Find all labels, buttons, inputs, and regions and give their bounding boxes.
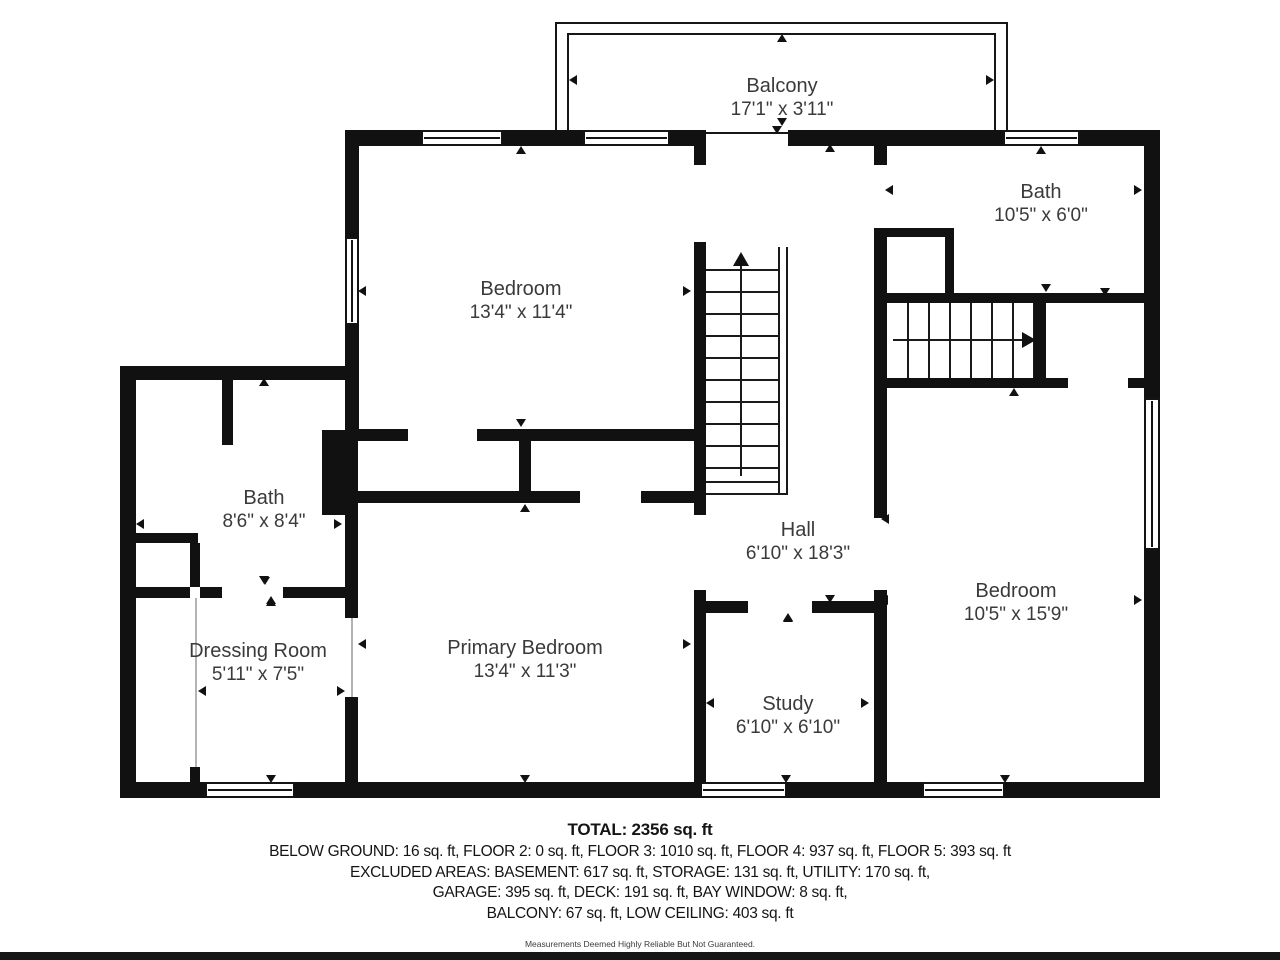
wall-segment [788, 130, 1003, 146]
wall-segment [283, 587, 345, 598]
measure-arrow [706, 698, 714, 708]
wall-segment [694, 130, 706, 165]
door-marker [825, 144, 835, 152]
window [1003, 130, 1080, 146]
bottom-black-bar [0, 952, 1280, 960]
room-dimensions: 10'5" x 6'0" [994, 205, 1088, 227]
measure-arrow [516, 146, 526, 154]
stair-up-arrow-head [733, 252, 749, 266]
wall-segment [945, 228, 954, 303]
wall-segment [120, 366, 136, 798]
door-marker [695, 494, 703, 504]
stair-rail-line [786, 247, 788, 495]
door-marker [783, 613, 793, 621]
measure-arrow [520, 775, 530, 783]
wall-segment [503, 130, 583, 146]
measure-arrow [198, 686, 206, 696]
room-dimensions: 17'1" x 3'11" [730, 99, 834, 121]
door-marker [881, 514, 889, 524]
room-name: Bath [243, 487, 285, 510]
staircase-vertical [706, 249, 778, 482]
measure-arrow [337, 686, 345, 696]
wall-segment [694, 242, 706, 515]
room-label-dressing-room [189, 639, 327, 687]
window [205, 782, 295, 798]
measure-arrow [880, 595, 888, 605]
measure-arrow [266, 775, 276, 783]
wall-segment [812, 601, 886, 613]
wall-segment [787, 782, 922, 798]
room-label-bedroom-right [964, 579, 1068, 627]
wall-segment [345, 491, 580, 503]
room-label-primary-bedroom [447, 636, 603, 684]
wall-segment [190, 543, 200, 587]
wall-segment [519, 429, 531, 503]
measure-arrow [1036, 146, 1046, 154]
measure-arrow [136, 519, 144, 529]
wall-segment [874, 130, 887, 165]
window [421, 130, 503, 146]
wall-segment [477, 429, 706, 441]
wall-segment [694, 601, 748, 613]
window [1144, 398, 1160, 550]
floors-area-text: BELOW GROUND: 16 sq. ft, FLOOR 2: 0 sq. ft, FLOOR 3: 1010 sq. ft, FLOOR 4: 937 sq. ft, FLOOR 5: 393 sq. ft [269, 843, 1011, 860]
measure-arrow [259, 378, 269, 386]
measure-arrow [1134, 185, 1142, 195]
room-label-balcony [731, 74, 834, 122]
chimney-block [322, 430, 358, 515]
wall-segment [295, 782, 700, 798]
wall-segment [874, 378, 1068, 388]
stair-arrow-shaft [893, 339, 1025, 341]
wall-segment [345, 503, 358, 618]
measure-arrow [777, 34, 787, 42]
room-dimensions: 13'4" x 11'4" [469, 302, 573, 324]
area-summary [0, 820, 1280, 949]
room-label-bedroom-top-left [470, 277, 573, 325]
wall-segment [1144, 550, 1160, 798]
room-dimensions: 6'10" x 18'3" [745, 543, 851, 565]
room-label-bath-left [222, 486, 305, 534]
wall-segment [1128, 378, 1160, 388]
window [700, 782, 787, 798]
wall-segment [882, 228, 954, 237]
excluded-areas-text-3: BALCONY: 67 sq. ft, LOW CEILING: 403 sq. ft [486, 904, 794, 922]
wall-segment [200, 587, 222, 598]
measure-arrow [1000, 775, 1010, 783]
measure-arrow [520, 504, 530, 512]
measure-arrow [516, 419, 526, 427]
measure-arrow [569, 75, 577, 85]
excluded-areas-text-2: GARAGE: 395 sq. ft, DECK: 191 sq. ft, BAY WINDOW: 8 sq. ft, [432, 884, 848, 901]
room-name: Study [762, 693, 814, 716]
total-area-text: TOTAL: 2356 sq. ft [567, 820, 713, 839]
door-marker [260, 577, 270, 585]
measure-arrow [861, 698, 869, 708]
door-marker [1100, 288, 1110, 296]
room-dimensions: 5'11" x 7'5" [211, 664, 305, 686]
room-dimensions: 10'5" x 15'9" [963, 604, 1069, 626]
window [922, 782, 1005, 798]
room-dimensions: 8'6" x 8'4" [222, 511, 306, 533]
measure-arrow [781, 775, 791, 783]
room-name: Balcony [746, 75, 818, 98]
wall-segment [874, 293, 1160, 303]
room-label-bath-top-right [994, 180, 1088, 228]
wall-segment [1144, 130, 1160, 400]
measure-arrow [358, 639, 366, 649]
room-name: Primary Bedroom [447, 637, 603, 660]
room-name: Bedroom [975, 580, 1057, 603]
window [345, 237, 359, 325]
room-name: Bedroom [480, 278, 562, 301]
measure-arrow [885, 185, 893, 195]
wall-segment [190, 767, 200, 784]
measure-arrow [683, 639, 691, 649]
measure-arrow [1041, 284, 1051, 292]
stair-rail-line [778, 247, 780, 495]
room-dimensions: 6'10" x 6'10" [735, 717, 841, 739]
room-label-study [736, 692, 840, 740]
stair-rail-line [706, 493, 788, 495]
room-name: Hall [780, 519, 816, 542]
wall-segment [345, 130, 359, 237]
measure-arrow [683, 286, 691, 296]
measure-arrow [825, 595, 835, 603]
wall-segment [1005, 782, 1160, 798]
measure-arrow [334, 519, 342, 529]
wall-segment [874, 228, 887, 518]
wall-segment [132, 587, 190, 598]
stair-up-arrow-shaft [740, 262, 742, 476]
door-marker [266, 596, 276, 604]
room-name: Dressing Room [189, 640, 327, 663]
wall-segment [345, 697, 358, 782]
disclaimer-text: Measurements Deemed Highly Reliable But Not Guaranteed. [524, 938, 756, 949]
stair-rail-line [706, 481, 780, 483]
excluded-areas-text-1: EXCLUDED AREAS: BASEMENT: 617 sq. ft, STORAGE: 131 sq. ft, UTILITY: 170 sq. ft, [350, 863, 930, 881]
wall-segment [874, 590, 887, 782]
wall-segment [132, 533, 198, 543]
measure-arrow [986, 75, 994, 85]
wall-segment [222, 378, 233, 445]
measure-arrow [358, 286, 366, 296]
room-label-hall [746, 518, 850, 566]
door-opening-line [351, 618, 353, 697]
room-dimensions: 13'4" x 11'3" [473, 661, 577, 683]
room-name: Bath [1020, 181, 1062, 204]
window [583, 130, 670, 146]
wall-segment [120, 366, 348, 380]
wall-segment [694, 590, 706, 782]
stair-arrow-head [1022, 332, 1036, 348]
measure-arrow [1134, 595, 1142, 605]
measure-arrow [1009, 388, 1019, 396]
door-marker [772, 126, 782, 134]
